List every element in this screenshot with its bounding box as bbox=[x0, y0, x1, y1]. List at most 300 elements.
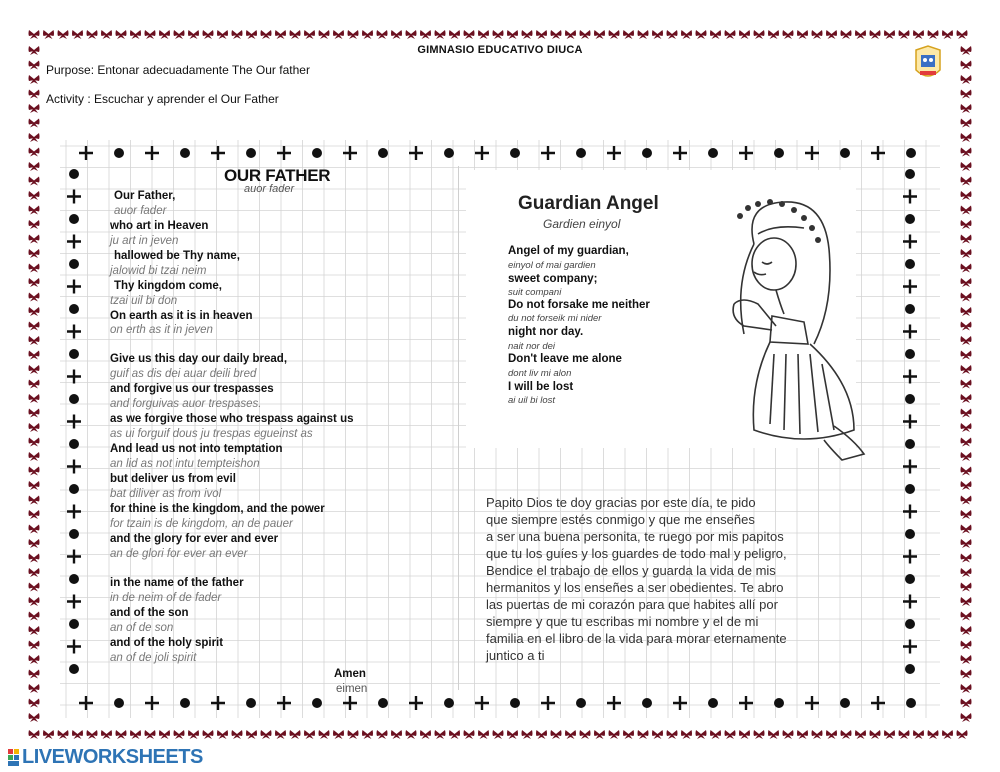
cross-icon bbox=[607, 696, 621, 710]
butterfly-icon bbox=[29, 220, 40, 229]
guardian-angel-phonetic-line: nait nor dei bbox=[508, 341, 556, 352]
butterfly-icon bbox=[913, 30, 924, 39]
cross-icon bbox=[277, 696, 291, 710]
butterfly-icon bbox=[768, 730, 779, 739]
butterfly-icon bbox=[855, 730, 866, 739]
liveworksheets-brand: LIVEWORKSHEETS bbox=[22, 746, 203, 768]
butterfly-icon bbox=[961, 496, 972, 505]
butterfly-icon bbox=[29, 322, 40, 331]
cross-icon bbox=[903, 325, 917, 339]
butterfly-icon bbox=[961, 336, 972, 345]
cross-icon bbox=[541, 146, 555, 160]
guardian-angel-phonetic-line: du not forseik mi nider bbox=[508, 313, 602, 324]
dot-icon bbox=[444, 148, 454, 158]
butterfly-icon bbox=[29, 235, 40, 244]
butterfly-icon bbox=[522, 30, 533, 39]
butterfly-icon bbox=[435, 730, 446, 739]
butterfly-icon bbox=[29, 206, 40, 215]
guardian-angel-line: I will be lost bbox=[508, 381, 574, 393]
dot-icon bbox=[114, 698, 124, 708]
butterfly-icon bbox=[961, 409, 972, 418]
cross-icon bbox=[211, 696, 225, 710]
our-father-line: And lead us not into temptation bbox=[110, 443, 283, 455]
butterfly-icon bbox=[565, 30, 576, 39]
butterfly-icon bbox=[29, 365, 40, 374]
our-father-phonetic-line: tzai uil bi don bbox=[110, 295, 178, 307]
butterfly-icon bbox=[961, 423, 972, 432]
cross-icon bbox=[67, 325, 81, 339]
butterfly-icon bbox=[522, 730, 533, 739]
our-father-line: hallowed be Thy name, bbox=[114, 250, 240, 262]
papito-prayer-line: juntico a ti bbox=[486, 648, 545, 663]
butterfly-icon bbox=[841, 730, 852, 739]
butterfly-icon bbox=[232, 730, 243, 739]
butterfly-icon bbox=[29, 568, 40, 577]
butterfly-icon bbox=[29, 510, 40, 519]
our-father-line: and forgive us our trespasses bbox=[110, 383, 274, 395]
butterfly-icon bbox=[841, 30, 852, 39]
cross-icon bbox=[67, 280, 81, 294]
butterfly-icon bbox=[961, 612, 972, 621]
butterfly-icon bbox=[928, 30, 939, 39]
papito-prayer-line: hermanitos y los enseñes a ser obedientes. Te abro bbox=[486, 580, 784, 595]
butterfly-icon bbox=[681, 730, 692, 739]
butterfly-icon bbox=[159, 730, 170, 739]
dot-icon bbox=[69, 304, 79, 314]
dot-icon bbox=[905, 529, 915, 539]
dot-icon bbox=[905, 349, 915, 359]
guardian-angel-line: Angel of my guardian, bbox=[508, 245, 629, 257]
butterfly-icon bbox=[961, 191, 972, 200]
butterfly-icon bbox=[507, 730, 518, 739]
dot-icon bbox=[576, 148, 586, 158]
cross-icon bbox=[607, 146, 621, 160]
butterfly-icon bbox=[696, 730, 707, 739]
butterfly-icon bbox=[826, 30, 837, 39]
cross-icon bbox=[67, 640, 81, 654]
butterfly-icon bbox=[29, 307, 40, 316]
butterfly-icon bbox=[667, 730, 678, 739]
dot-icon bbox=[905, 394, 915, 404]
dot-icon bbox=[69, 214, 79, 224]
our-father-phonetic-line: an of de son bbox=[110, 622, 174, 634]
cross-icon bbox=[903, 550, 917, 564]
butterfly-icon bbox=[130, 30, 141, 39]
butterfly-icon bbox=[961, 597, 972, 606]
butterfly-icon bbox=[961, 583, 972, 592]
dot-icon bbox=[642, 148, 652, 158]
butterfly-icon bbox=[290, 30, 301, 39]
butterfly-icon bbox=[29, 438, 40, 447]
butterfly-icon bbox=[29, 525, 40, 534]
butterfly-icon bbox=[174, 30, 185, 39]
butterfly-icon bbox=[961, 568, 972, 577]
butterfly-icon bbox=[961, 148, 972, 157]
butterfly-icon bbox=[961, 539, 972, 548]
our-father-line: in the name of the father bbox=[110, 577, 244, 589]
butterfly-icon bbox=[217, 30, 228, 39]
butterfly-icon bbox=[319, 730, 330, 739]
our-father-line: On earth as it is in heaven bbox=[110, 310, 253, 322]
guardian-angel-phonetic-line: ai uil bi lost bbox=[508, 395, 555, 406]
dot-icon bbox=[69, 619, 79, 629]
our-father-phonetic-line: ju art in jeven bbox=[110, 235, 179, 247]
butterfly-icon bbox=[29, 684, 40, 693]
dot-icon bbox=[905, 214, 915, 224]
butterfly-icon bbox=[961, 365, 972, 374]
guardian-angel-line: night nor day. bbox=[508, 326, 584, 338]
dot-icon bbox=[840, 148, 850, 158]
butterfly-icon bbox=[623, 730, 634, 739]
butterfly-icon bbox=[507, 30, 518, 39]
butterfly-icon bbox=[961, 90, 972, 99]
butterfly-icon bbox=[961, 162, 972, 171]
cross-icon bbox=[903, 505, 917, 519]
butterfly-icon bbox=[826, 730, 837, 739]
butterfly-icon bbox=[246, 30, 257, 39]
praying-girl-illustration bbox=[714, 194, 874, 470]
butterfly-icon bbox=[961, 626, 972, 635]
butterfly-icon bbox=[29, 278, 40, 287]
our-father-phonetic-line: an of de joli spirit bbox=[110, 652, 197, 664]
butterfly-icon bbox=[232, 30, 243, 39]
cross-icon bbox=[541, 696, 555, 710]
butterfly-icon bbox=[29, 583, 40, 592]
butterfly-icon bbox=[783, 730, 794, 739]
dot-icon bbox=[708, 148, 718, 158]
cross-icon bbox=[805, 696, 819, 710]
guardian-angel-line: Do not forsake me neither bbox=[508, 299, 650, 311]
butterfly-icon bbox=[961, 235, 972, 244]
our-father-line: who art in Heaven bbox=[110, 220, 209, 232]
butterfly-icon bbox=[913, 730, 924, 739]
dot-icon bbox=[312, 148, 322, 158]
cross-icon bbox=[211, 146, 225, 160]
our-father-line: as we forgive those who trespass against us bbox=[110, 413, 354, 425]
butterfly-icon bbox=[261, 730, 272, 739]
butterfly-icon bbox=[961, 249, 972, 258]
butterfly-icon bbox=[623, 30, 634, 39]
butterfly-icon bbox=[29, 452, 40, 461]
butterfly-icon bbox=[29, 539, 40, 548]
cross-icon bbox=[67, 370, 81, 384]
dot-icon bbox=[312, 698, 322, 708]
cross-icon bbox=[67, 550, 81, 564]
our-father-phonetic-line: for tzain is de kingdom, an de pauer bbox=[110, 518, 293, 530]
butterfly-icon bbox=[362, 730, 373, 739]
activity-text: Activity : Escuchar y aprender el Our Father bbox=[46, 92, 279, 106]
butterfly-icon bbox=[29, 30, 40, 39]
cross-icon bbox=[67, 505, 81, 519]
butterfly-icon bbox=[961, 307, 972, 316]
amen-text: Amen bbox=[334, 668, 366, 680]
butterfly-icon bbox=[957, 730, 968, 739]
butterfly-icon bbox=[29, 626, 40, 635]
butterfly-icon bbox=[87, 730, 98, 739]
our-father-line: and of the holy spirit bbox=[110, 637, 224, 649]
butterfly-icon bbox=[551, 730, 562, 739]
butterfly-icon bbox=[43, 730, 54, 739]
butterfly-icon bbox=[961, 713, 972, 722]
butterfly-icon bbox=[565, 730, 576, 739]
cross-icon bbox=[79, 146, 93, 160]
butterfly-icon bbox=[145, 730, 156, 739]
butterfly-icon bbox=[29, 730, 40, 739]
cross-icon bbox=[145, 146, 159, 160]
butterfly-icon bbox=[29, 293, 40, 302]
our-father-phonetic-line: guif as dis dei auar deili bred bbox=[110, 368, 257, 380]
butterfly-icon bbox=[797, 30, 808, 39]
butterfly-icon bbox=[961, 641, 972, 650]
butterfly-icon bbox=[652, 730, 663, 739]
butterfly-icon bbox=[333, 30, 344, 39]
guardian-angel-line: Don't leave me alone bbox=[508, 353, 622, 365]
butterfly-icon bbox=[710, 30, 721, 39]
cross-icon bbox=[277, 146, 291, 160]
butterfly-icon bbox=[87, 30, 98, 39]
cross-icon bbox=[145, 696, 159, 710]
papito-dios-prayer bbox=[486, 494, 866, 664]
cross-icon bbox=[903, 640, 917, 654]
dot-icon bbox=[708, 698, 718, 708]
butterfly-icon bbox=[58, 730, 69, 739]
butterfly-icon bbox=[961, 699, 972, 708]
butterfly-icon bbox=[961, 119, 972, 128]
cross-icon bbox=[475, 146, 489, 160]
cross-icon bbox=[739, 696, 753, 710]
butterfly-icon bbox=[710, 730, 721, 739]
guardian-angel-phonetic-line: einyol of mai gardien bbox=[508, 260, 596, 271]
dot-icon bbox=[378, 148, 388, 158]
butterfly-icon bbox=[130, 730, 141, 739]
cross-icon bbox=[67, 415, 81, 429]
papito-prayer-line: familia en el libro de la vida para morar eternamente bbox=[486, 631, 787, 646]
our-father-title: OUR FATHER bbox=[224, 166, 331, 185]
cross-icon bbox=[903, 280, 917, 294]
butterfly-icon bbox=[391, 30, 402, 39]
butterfly-icon bbox=[145, 30, 156, 39]
butterfly-icon bbox=[29, 597, 40, 606]
dot-icon bbox=[774, 148, 784, 158]
dot-icon bbox=[774, 698, 784, 708]
dot-icon bbox=[905, 439, 915, 449]
our-father-line: Our Father, bbox=[114, 190, 176, 202]
butterfly-icon bbox=[961, 264, 972, 273]
butterfly-icon bbox=[961, 351, 972, 360]
butterfly-icon bbox=[609, 730, 620, 739]
butterfly-icon bbox=[961, 481, 972, 490]
butterfly-icon bbox=[536, 730, 547, 739]
butterfly-icon bbox=[638, 730, 649, 739]
dot-icon bbox=[69, 574, 79, 584]
butterfly-icon bbox=[768, 30, 779, 39]
butterfly-icon bbox=[391, 730, 402, 739]
cross-icon bbox=[67, 235, 81, 249]
cross-icon bbox=[67, 595, 81, 609]
butterfly-icon bbox=[493, 730, 504, 739]
butterfly-icon bbox=[493, 30, 504, 39]
cross-icon bbox=[903, 370, 917, 384]
butterfly-icon bbox=[29, 380, 40, 389]
butterfly-icon bbox=[957, 30, 968, 39]
cross-icon bbox=[67, 460, 81, 474]
butterfly-icon bbox=[29, 148, 40, 157]
guardian-angel-phonetic-line: suit compani bbox=[508, 287, 562, 298]
our-father-phonetic-line: on erth as it in jeven bbox=[110, 324, 213, 336]
butterfly-icon bbox=[754, 30, 765, 39]
our-father-line: Give us this day our daily bread, bbox=[110, 353, 288, 365]
dot-icon bbox=[905, 304, 915, 314]
butterfly-icon bbox=[797, 730, 808, 739]
dot-icon bbox=[905, 259, 915, 269]
our-father-line: for thine is the kingdom, and the power bbox=[110, 503, 325, 515]
our-father-phonetic-line: and forguivas auor trespases. bbox=[110, 398, 262, 410]
butterfly-icon bbox=[29, 75, 40, 84]
butterfly-icon bbox=[899, 730, 910, 739]
butterfly-icon bbox=[638, 30, 649, 39]
butterfly-icon bbox=[884, 730, 895, 739]
our-father-phonetic-line: in de neim of de fader bbox=[110, 592, 222, 604]
butterfly-icon bbox=[362, 30, 373, 39]
papito-prayer-line: las puertas de mi corazón para que habites allí por bbox=[486, 597, 778, 612]
butterfly-icon bbox=[961, 467, 972, 476]
butterfly-icon bbox=[961, 554, 972, 563]
dot-icon bbox=[510, 148, 520, 158]
butterfly-icon bbox=[29, 90, 40, 99]
cross-icon bbox=[903, 235, 917, 249]
butterfly-icon bbox=[29, 481, 40, 490]
butterfly-icon bbox=[725, 730, 736, 739]
butterfly-icon bbox=[478, 730, 489, 739]
butterfly-icon bbox=[29, 104, 40, 113]
our-father-line: Thy kingdom come, bbox=[114, 280, 222, 292]
cross-icon bbox=[409, 696, 423, 710]
butterfly-icon bbox=[29, 641, 40, 650]
butterfly-icon bbox=[478, 30, 489, 39]
butterfly-icon bbox=[961, 104, 972, 113]
papito-prayer-line: Papito Dios te doy gracias por este día, te pido bbox=[486, 495, 756, 510]
dot-icon bbox=[378, 698, 388, 708]
butterfly-icon bbox=[188, 730, 199, 739]
butterfly-icon bbox=[29, 612, 40, 621]
cross-icon bbox=[673, 146, 687, 160]
butterfly-icon bbox=[580, 730, 591, 739]
butterfly-icon bbox=[333, 730, 344, 739]
purpose-text: Purpose: Entonar adecuadamente The Our father bbox=[46, 63, 310, 77]
butterfly-icon bbox=[594, 30, 605, 39]
dot-icon bbox=[905, 484, 915, 494]
dot-icon bbox=[69, 484, 79, 494]
butterfly-icon bbox=[377, 30, 388, 39]
butterfly-icon bbox=[188, 30, 199, 39]
butterfly-icon bbox=[348, 730, 359, 739]
dot-icon bbox=[246, 698, 256, 708]
butterfly-icon bbox=[961, 220, 972, 229]
cross-icon bbox=[903, 595, 917, 609]
dot-icon bbox=[905, 619, 915, 629]
butterfly-icon bbox=[961, 684, 972, 693]
butterfly-icon bbox=[551, 30, 562, 39]
dot-icon bbox=[246, 148, 256, 158]
butterfly-icon bbox=[101, 30, 112, 39]
butterfly-icon bbox=[72, 30, 83, 39]
butterfly-icon bbox=[961, 394, 972, 403]
dot-icon bbox=[180, 148, 190, 158]
butterfly-icon bbox=[961, 75, 972, 84]
butterfly-icon bbox=[261, 30, 272, 39]
our-father-phonetic-line: bat diliver as from ivol bbox=[110, 488, 222, 500]
dot-icon bbox=[576, 698, 586, 708]
our-father-phonetic-line: as ui forguif dous ju trespas egueinst as bbox=[110, 428, 313, 440]
our-father-phonetic-line: an lid as not intu tempteishon bbox=[110, 458, 260, 470]
butterfly-icon bbox=[961, 438, 972, 447]
butterfly-icon bbox=[464, 730, 475, 739]
butterfly-icon bbox=[319, 30, 330, 39]
dot-icon bbox=[840, 698, 850, 708]
dot-icon bbox=[69, 349, 79, 359]
butterfly-icon bbox=[942, 730, 953, 739]
butterfly-icon bbox=[159, 30, 170, 39]
cross-icon bbox=[805, 146, 819, 160]
butterfly-icon bbox=[29, 713, 40, 722]
butterfly-icon bbox=[580, 30, 591, 39]
butterfly-icon bbox=[29, 655, 40, 664]
butterfly-icon bbox=[435, 30, 446, 39]
cross-icon bbox=[475, 696, 489, 710]
dot-icon bbox=[69, 259, 79, 269]
butterfly-icon bbox=[536, 30, 547, 39]
butterfly-icon bbox=[203, 730, 214, 739]
butterfly-icon bbox=[696, 30, 707, 39]
papito-prayer-line: que tu los guíes y los guardes de todo mal y peligro, bbox=[486, 546, 787, 561]
butterfly-icon bbox=[406, 30, 417, 39]
butterfly-icon bbox=[961, 206, 972, 215]
butterfly-icon bbox=[812, 730, 823, 739]
butterfly-icon bbox=[899, 30, 910, 39]
guardian-angel-subtitle: Gardien einyol bbox=[543, 217, 621, 231]
butterfly-icon bbox=[304, 730, 315, 739]
cross-icon bbox=[739, 146, 753, 160]
butterfly-icon bbox=[217, 730, 228, 739]
our-father-line: and of the son bbox=[110, 607, 189, 619]
butterfly-icon bbox=[667, 30, 678, 39]
butterfly-icon bbox=[29, 409, 40, 418]
cross-icon bbox=[903, 460, 917, 474]
butterfly-icon bbox=[961, 322, 972, 331]
butterfly-icon bbox=[29, 119, 40, 128]
butterfly-icon bbox=[961, 510, 972, 519]
butterfly-icon bbox=[72, 730, 83, 739]
butterfly-icon bbox=[275, 730, 286, 739]
butterfly-icon bbox=[29, 191, 40, 200]
butterfly-icon bbox=[739, 730, 750, 739]
butterfly-icon bbox=[652, 30, 663, 39]
butterfly-icon bbox=[29, 336, 40, 345]
butterfly-icon bbox=[961, 133, 972, 142]
butterfly-icon bbox=[174, 730, 185, 739]
dot-icon bbox=[906, 148, 916, 158]
butterfly-icon bbox=[870, 730, 881, 739]
butterfly-icon bbox=[58, 30, 69, 39]
butterfly-icon bbox=[884, 30, 895, 39]
butterfly-icon bbox=[29, 554, 40, 563]
butterfly-icon bbox=[961, 655, 972, 664]
dot-icon bbox=[906, 698, 916, 708]
dot-icon bbox=[905, 169, 915, 179]
butterfly-icon bbox=[928, 730, 939, 739]
butterfly-icon bbox=[406, 730, 417, 739]
dot-icon bbox=[510, 698, 520, 708]
